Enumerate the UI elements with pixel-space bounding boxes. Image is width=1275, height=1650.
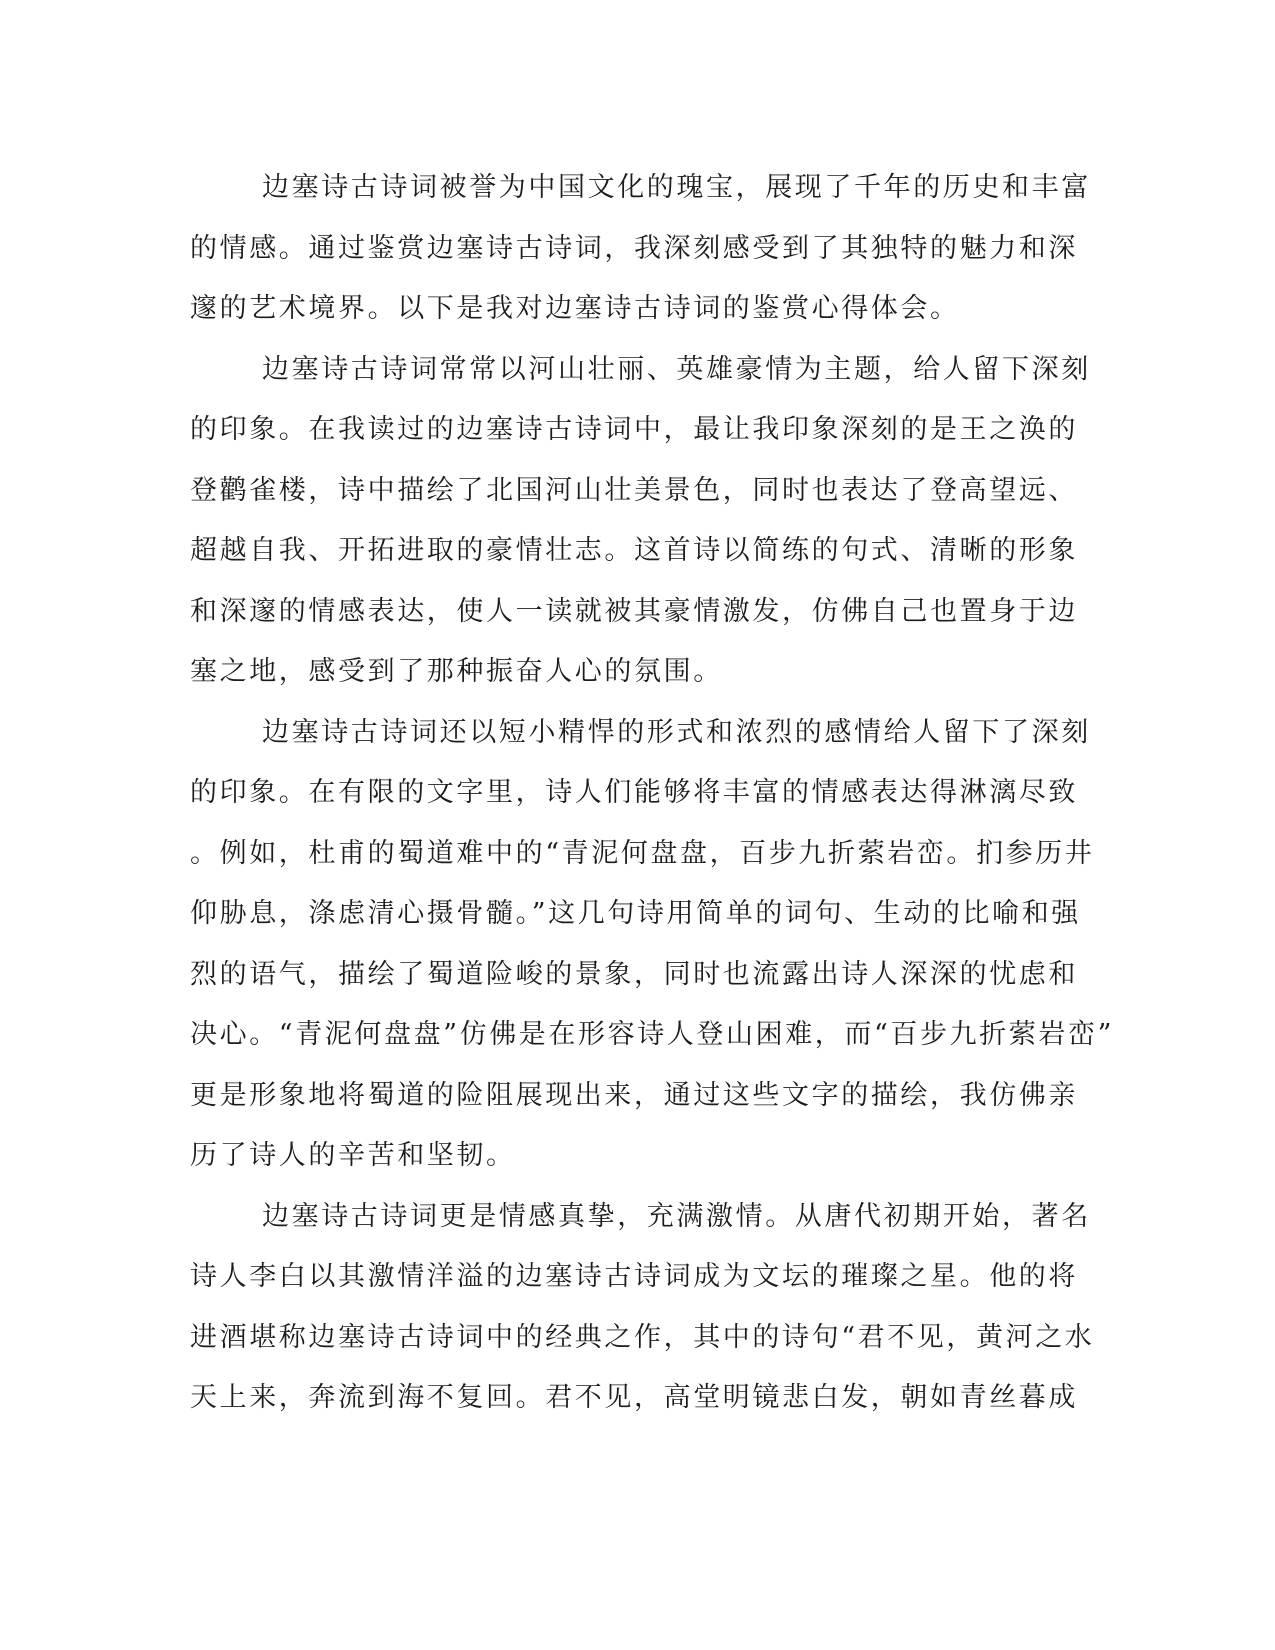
paragraph-4-line-1: 边塞诗古诗词更是情感真挚，充满激情。从唐代初期开始，著名 xyxy=(262,1200,1091,1232)
paragraph-4-line-4: 天上来，奔流到海不复回。君不见，高堂明镜悲白发，朝如青丝暮成 xyxy=(190,1382,1078,1413)
paragraph-4-line-3: 进酒堪称边塞诗古诗词中的经典之作，其中的诗句“君不见，黄河之水 xyxy=(190,1321,1095,1353)
paragraph-2-line-6: 塞之地，感受到了那种振奋人心的氛围。 xyxy=(190,656,723,687)
paragraph-2-line-3: 登鹳雀楼，诗中描绘了北国河山壮美景色，同时也表达了登高望远、 xyxy=(190,474,1078,506)
paragraph-2-line-4: 超越自我、开拓进取的豪情壮志。这首诗以简练的句式、清晰的形象 xyxy=(190,535,1078,566)
paragraph-3-line-4: 仰胁息，涤虑清心摄骨髓。”这几句诗用简单的词句、生动的比喻和强 xyxy=(190,898,1081,929)
paragraph-1-line-3: 邃的艺术境界。以下是我对边塞诗古诗词的鉴赏心得体会。 xyxy=(190,293,960,324)
paragraph-4-line-2: 诗人李白以其激情洋溢的边塞诗古诗词成为文坛的璀璨之星。他的将 xyxy=(190,1261,1078,1292)
paragraph-3-line-7: 更是形象地将蜀道的险阻展现出来，通过这些文字的描绘，我仿佛亲 xyxy=(190,1079,1078,1111)
paragraph-3-line-5: 烈的语气，描绘了蜀道险峻的景象，同时也流露出诗人深深的忧虑和 xyxy=(190,958,1078,990)
paragraph-2-line-1: 边塞诗古诗词常常以河山壮丽、英雄豪情为主题，给人留下深刻 xyxy=(262,353,1091,385)
paragraph-1-line-1: 边塞诗古诗词被誉为中国文化的瑰宝，展现了千年的历史和丰富 xyxy=(262,172,1091,203)
paragraph-3-line-8: 历了诗人的辛苦和坚韧。 xyxy=(190,1140,516,1171)
paragraph-3-line-2: 的印象。在有限的文字里，诗人们能够将丰富的情感表达得淋漓尽致 xyxy=(190,777,1078,808)
paragraph-2-line-2: 的印象。在我读过的边塞诗古诗词中，最让我印象深刻的是王之涣的 xyxy=(190,414,1078,445)
document-body xyxy=(190,158,1115,1429)
paragraph-3-line-3: 。例如，杜甫的蜀道难中的“青泥何盘盘，百步九折萦岩峦。扪参历井 xyxy=(190,837,1095,869)
paragraph-2-line-5: 和深邃的情感表达，使人一读就被其豪情激发，仿佛自己也置身于边 xyxy=(190,595,1078,627)
paragraph-3-line-1: 边塞诗古诗词还以短小精悍的形式和浓烈的感情给人留下了深刻 xyxy=(262,716,1091,748)
paragraph-3-line-6: 决心。“青泥何盘盘”仿佛是在形容诗人登山困难，而“百步九折萦岩峦” xyxy=(190,1019,1115,1050)
paragraph-1-line-2: 的情感。通过鉴赏边塞诗古诗词，我深刻感受到了其独特的魅力和深 xyxy=(190,232,1078,264)
